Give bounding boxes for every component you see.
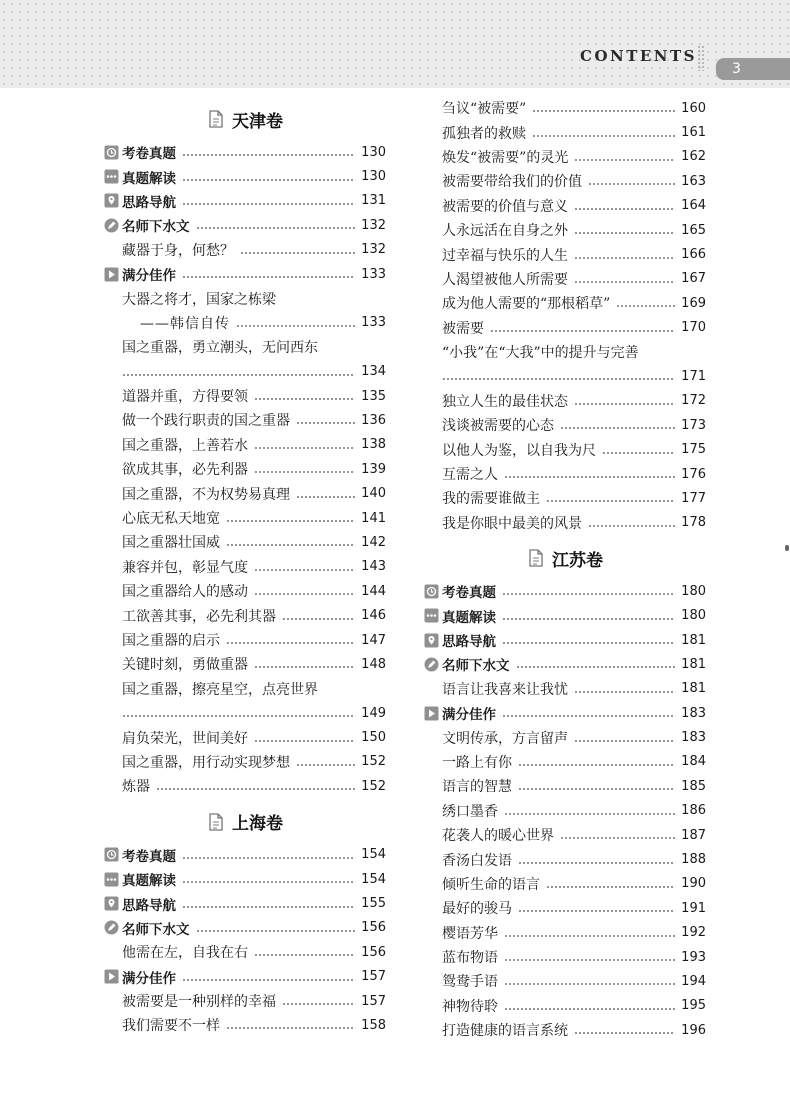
pen-icon — [103, 920, 119, 935]
location-pin-icon — [103, 896, 119, 911]
leader-dots — [560, 427, 675, 429]
leader-dots — [574, 740, 675, 742]
leader-dots — [182, 276, 355, 278]
section-title-tianjin: 天津卷 — [103, 106, 386, 132]
toc-entry[interactable]: 樱语芳华 192 — [442, 925, 706, 942]
leader-dots — [574, 257, 675, 259]
leader-dots — [588, 183, 675, 185]
leader-dots — [254, 569, 355, 571]
leader-dots — [182, 979, 355, 981]
toc-entry[interactable]: 做一个践行职责的国之重器 136 — [122, 412, 386, 430]
toc-entry[interactable]: 独立人生的最佳状态 172 — [442, 393, 706, 410]
leader-dots — [518, 764, 675, 766]
section-title-jiangsu: 江苏卷 — [423, 545, 706, 571]
leader-dots — [226, 520, 355, 522]
toc-entry[interactable]: 炼器 152 — [122, 778, 386, 796]
toc-entry[interactable]: 工欲善其事，必先利其器 146 — [122, 608, 386, 625]
leader-dots — [282, 618, 355, 620]
leader-dots — [156, 788, 355, 790]
toc-category[interactable]: 满分佳作 157 — [103, 965, 386, 989]
book-icon — [526, 548, 552, 568]
toc-entry[interactable]: 最好的骏马 191 — [442, 900, 706, 918]
leader-dots — [182, 881, 355, 883]
toc-entry[interactable]: 被需要是一种别样的幸福 157 — [122, 993, 386, 1011]
toc-entry[interactable]: 国之重器壮国威 142 — [122, 534, 386, 552]
toc-entry[interactable]: 人渴望被他人所需要 167 — [442, 271, 706, 288]
book-icon — [206, 812, 232, 832]
leader-dots — [490, 330, 675, 332]
toc-entry[interactable]: 道器并重，方得要领 135 — [122, 388, 386, 406]
leader-dots — [516, 666, 676, 668]
leader-dots — [122, 374, 355, 376]
leader-dots — [574, 159, 675, 161]
toc-category[interactable]: 名师下水文 132 — [103, 213, 386, 237]
toc-category[interactable]: 真题解读 154 — [103, 867, 386, 891]
toc-category[interactable]: 考卷真题 154 — [103, 843, 386, 867]
toc-category[interactable]: 考卷真题 180 — [423, 579, 706, 603]
leader-dots — [574, 281, 675, 283]
leader-dots — [122, 715, 355, 717]
leader-dots — [236, 325, 355, 327]
exam-icon — [103, 145, 119, 160]
toc-entry[interactable]: 打造健康的语言系统 196 — [442, 1022, 706, 1040]
leader-dots — [532, 110, 675, 112]
play-icon — [423, 706, 439, 721]
leader-dots — [182, 857, 355, 859]
leader-dots — [182, 906, 355, 908]
toc-entry[interactable]: 心底无私天地宽 141 — [122, 510, 386, 528]
toc-column-left — [103, 96, 386, 1038]
leader-dots — [182, 203, 355, 205]
toc-entry[interactable]: 过幸福与快乐的人生 166 — [442, 247, 706, 264]
leader-dots — [254, 593, 355, 595]
leader-dots — [504, 959, 675, 961]
toc-category[interactable]: 满分佳作 183 — [423, 701, 706, 725]
leader-dots — [504, 813, 675, 815]
leader-dots — [546, 500, 675, 502]
toc-entry[interactable]: ——韩信自传 133 — [140, 315, 386, 332]
toc-entry[interactable]: 134 — [103, 360, 386, 384]
toc-entry[interactable]: 香汤白发语 188 — [442, 852, 706, 869]
toc-entry[interactable]: 国之重器，不为权势易真理 140 — [122, 486, 386, 503]
dots-icon — [103, 872, 119, 887]
section-title-shanghai: 上海卷 — [103, 809, 386, 835]
toc-category[interactable]: 思路导航 181 — [423, 628, 706, 652]
leader-dots — [602, 452, 675, 454]
toc-entry-title-line[interactable]: 国之重器，擦亮星空，点亮世界 — [122, 681, 318, 698]
leader-dots — [504, 983, 675, 985]
leader-dots — [518, 862, 675, 864]
toc-entry[interactable]: 浅谈被需要的心态 173 — [442, 417, 706, 435]
contents-label: CONTENTS — [580, 47, 698, 65]
toc-entry[interactable]: 语言让我喜来让我忧 181 — [442, 681, 706, 698]
leader-dots — [254, 666, 355, 668]
toc-entry[interactable]: 刍议“被需要” 160 — [442, 100, 706, 118]
leader-dots — [196, 227, 356, 229]
leader-dots — [560, 837, 675, 839]
leader-dots — [574, 208, 675, 210]
leader-dots — [296, 764, 355, 766]
toc-entry-title-line[interactable]: “小我”在“大我”中的提升与完善 — [442, 345, 639, 362]
leader-dots — [196, 930, 356, 932]
leader-dots — [574, 232, 675, 234]
location-pin-icon — [103, 193, 119, 208]
toc-entry[interactable]: 国之重器的启示 147 — [122, 632, 386, 649]
leader-dots — [504, 476, 675, 478]
leader-dots — [504, 1008, 675, 1010]
toc-entry[interactable]: 关键时刻，勇做重器 148 — [122, 656, 386, 674]
leader-dots — [226, 544, 355, 546]
toc-entry[interactable]: 倾听生命的语言 190 — [442, 876, 706, 893]
toc-entry[interactable]: 我的需要谁做主 177 — [442, 490, 706, 508]
leader-dots — [574, 691, 675, 693]
toc-entry-title-line[interactable]: 大器之将才，国家之栋梁 — [122, 291, 276, 308]
leader-dots — [240, 252, 355, 254]
leader-dots — [502, 618, 675, 620]
toc-category[interactable]: 满分佳作 133 — [103, 262, 386, 286]
toc-column-right — [423, 96, 706, 1042]
toc-category[interactable]: 思路导航 131 — [103, 189, 386, 213]
leader-dots — [616, 305, 675, 307]
leader-dots — [532, 135, 675, 137]
toc-entry[interactable]: 蓝布物语 193 — [442, 949, 706, 967]
toc-category[interactable]: 名师下水文 181 — [423, 652, 706, 676]
leader-dots — [296, 422, 355, 424]
toc-category[interactable]: 名师下水文 156 — [103, 916, 386, 940]
leader-dots — [282, 1003, 355, 1005]
toc-entry[interactable]: 成为他人需要的“那根稻草” 169 — [442, 295, 706, 313]
toc-entry[interactable]: 以他人为鉴，以自我为尺 175 — [442, 442, 706, 459]
toc-entry[interactable]: 鸳鸯手语 194 — [442, 973, 706, 991]
page-edge-mark — [785, 545, 789, 551]
toc-entry[interactable]: 被需要带给我们的价值 163 — [442, 173, 706, 191]
leader-dots — [226, 642, 355, 644]
leader-dots — [574, 1032, 675, 1034]
toc-category[interactable]: 思路导航 155 — [103, 891, 386, 915]
exam-icon — [103, 847, 119, 862]
toc-entry[interactable]: 我们需要不一样 158 — [122, 1017, 386, 1035]
toc-entry[interactable]: 149 — [103, 701, 386, 725]
toc-category[interactable]: 真题解读 130 — [103, 164, 386, 188]
toc-entry[interactable]: 我是你眼中最美的风景 178 — [442, 515, 706, 532]
leader-dots — [574, 403, 675, 405]
leader-dots — [442, 378, 675, 380]
leader-dots — [502, 715, 675, 717]
toc-entry[interactable]: 一路上有你 184 — [442, 754, 706, 771]
toc-entry[interactable]: 国之重器，用行动实现梦想 152 — [122, 754, 386, 771]
toc-entry[interactable]: 人永远活在自身之外 165 — [442, 222, 706, 240]
toc-entry[interactable]: 焕发“被需要”的灵光 162 — [442, 149, 706, 166]
leader-dots — [588, 525, 675, 527]
pen-icon — [423, 657, 439, 672]
leader-dots — [254, 740, 355, 742]
toc-entry[interactable]: 绣口墨香 186 — [442, 803, 706, 820]
toc-entry[interactable]: 互需之人 176 — [442, 466, 706, 484]
toc-category[interactable]: 考卷真题 130 — [103, 140, 386, 164]
toc-entry[interactable]: 国之重器，上善若水 138 — [122, 437, 386, 454]
leader-dots — [226, 1027, 355, 1029]
leader-dots — [254, 954, 355, 956]
location-pin-icon — [423, 633, 439, 648]
toc-entry[interactable]: 国之重器给人的感动 144 — [122, 583, 386, 601]
toc-entry-title-line[interactable]: 国之重器，勇立潮头，无问西东 — [122, 340, 318, 357]
toc-entry[interactable]: 藏器于身，何愁？ 132 — [122, 242, 386, 259]
leader-dots — [182, 179, 355, 181]
toc-entry[interactable]: 花袭人的暖心世界 187 — [442, 827, 706, 845]
contents-dots-decoration — [697, 45, 705, 71]
toc-entry[interactable]: 孤独者的救赎 161 — [442, 125, 706, 142]
toc-entry[interactable]: 被需要 170 — [442, 320, 706, 337]
header-band — [0, 0, 790, 88]
toc-entry[interactable]: 文明传承，方言留声 183 — [442, 730, 706, 747]
leader-dots — [546, 886, 675, 888]
exam-icon — [423, 584, 439, 599]
toc-entry[interactable]: 他需在左，自我在右 156 — [122, 944, 386, 962]
leader-dots — [254, 398, 355, 400]
toc-entry[interactable]: 兼容并包，彰显气度 143 — [122, 559, 386, 576]
toc-entry[interactable]: 神物待聆 195 — [442, 998, 706, 1015]
leader-dots — [504, 935, 675, 937]
toc-entry[interactable]: 肩负荣光，世间美好 150 — [122, 730, 386, 747]
leader-dots — [254, 447, 355, 449]
toc-entry[interactable]: 欲成其事，必先利器 139 — [122, 461, 386, 479]
leader-dots — [502, 593, 675, 595]
leader-dots — [296, 496, 355, 498]
page-number-tab: 3 — [716, 58, 790, 80]
book-icon — [206, 109, 232, 129]
toc-entry[interactable]: 被需要的价值与意义 164 — [442, 198, 706, 215]
dots-icon — [103, 169, 119, 184]
dots-icon — [423, 608, 439, 623]
play-icon — [103, 969, 119, 984]
leader-dots — [502, 642, 675, 644]
toc-entry[interactable]: 171 — [423, 364, 706, 388]
leader-dots — [518, 910, 675, 912]
leader-dots — [254, 471, 355, 473]
leader-dots — [182, 154, 355, 156]
play-icon — [103, 267, 119, 282]
toc-entry[interactable]: 语言的智慧 185 — [442, 778, 706, 796]
pen-icon — [103, 218, 119, 233]
leader-dots — [518, 788, 675, 790]
toc-category[interactable]: 真题解读 180 — [423, 603, 706, 627]
